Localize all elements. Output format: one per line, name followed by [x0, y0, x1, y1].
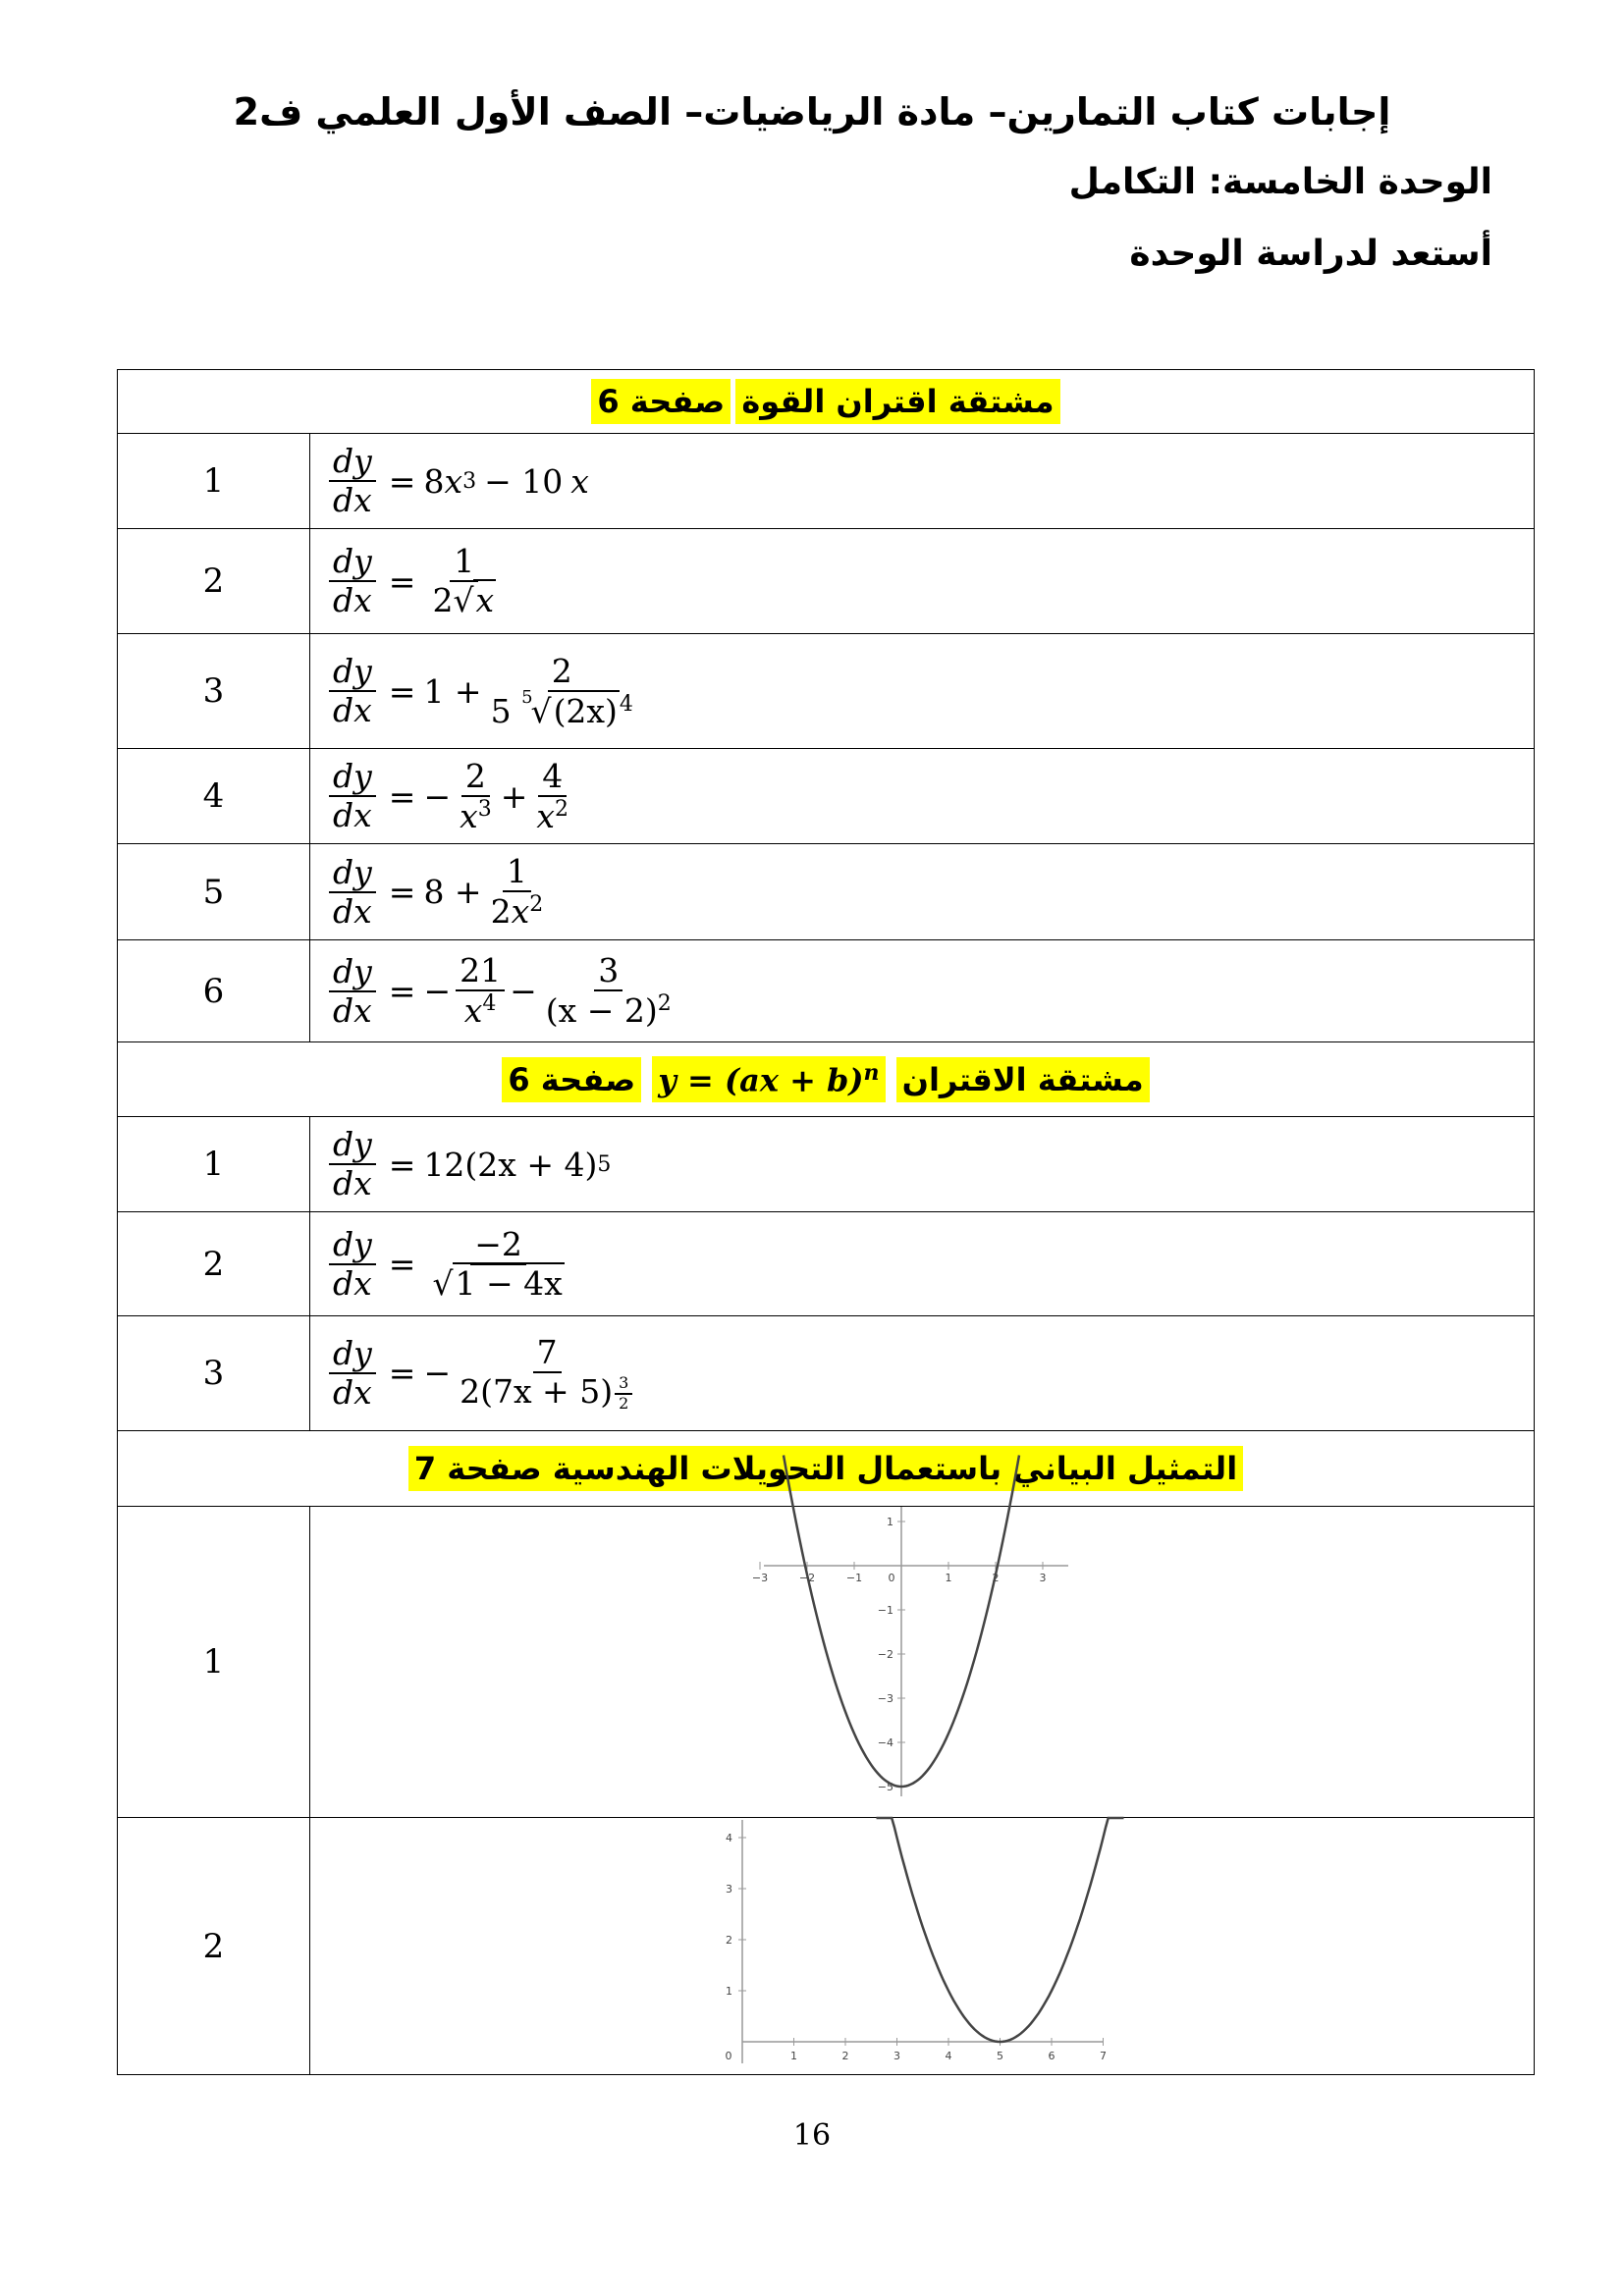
row-number: 2	[118, 1818, 310, 2075]
y-tick-label: −2	[877, 1648, 893, 1661]
page-number: 16	[792, 2118, 832, 2153]
row-number: 1	[118, 1117, 310, 1212]
answer-cell: $\frac{dy}{dx}$ = 8 + $\frac{1}{2x^2}$	[310, 844, 1535, 940]
graph-cell	[310, 1507, 1535, 1818]
parabola-graph-2	[705, 1818, 1108, 2071]
y-tick-label: 2	[726, 1934, 732, 1947]
answer-cell: $\frac{dy}{dx}$ = $\frac{-2}{√1 - 4x}$	[310, 1212, 1535, 1316]
parabola-curve	[877, 1818, 1124, 2042]
x-tick-label: −3	[751, 1572, 769, 1584]
answer-cell: $\frac{dy}{dx}$ = 1 + $\frac{2}{5 ^5√(2x)^4}$	[310, 634, 1535, 749]
answer-cell: $\frac{dy}{dx}$ = − $\frac{21}{x^4}$ − $\frac{3}{(x - 2)^2}$	[310, 940, 1535, 1042]
x-tick-label: 1	[945, 1572, 952, 1584]
section-header-chain	[118, 1042, 1535, 1117]
answer-cell: $\frac{dy}{dx}$ = − 7 2(7x + 5) $\frac{3}{2}$	[310, 1316, 1535, 1431]
section-title-text: مشتقة الاقتران	[896, 1057, 1150, 1102]
y-tick-label: −4	[877, 1736, 893, 1749]
section-title-text: التمثيل البياني باستعمال التحويلات الهندسية صفحة 7	[408, 1446, 1243, 1491]
answers-table	[117, 369, 1535, 2075]
x-tick-label: 2	[992, 1572, 1000, 1584]
y-tick-label: 4	[726, 1832, 732, 1844]
x-tick-label: −2	[798, 1572, 816, 1584]
unit-title: الوحدة الخامسة: التكامل	[1068, 162, 1492, 202]
row-number: 2	[118, 529, 310, 634]
section-page-ref: صفحة 6	[502, 1057, 641, 1102]
section-header-power	[118, 370, 1535, 434]
y-tick-label: 1	[887, 1516, 893, 1528]
page-title: إجابات كتاب التمارين– مادة الرياضيات– الصف الأول العلمي ف2	[233, 90, 1391, 133]
x-tick-label: 3	[893, 2050, 900, 2062]
row-number: 4	[118, 749, 310, 844]
x-tick-label: 0	[888, 1572, 895, 1584]
x-tick-label: 2	[841, 2050, 849, 2062]
x-tick-label: 0	[725, 2050, 732, 2062]
section-title: أستعد لدراسة الوحدة	[1129, 234, 1492, 274]
row-number: 5	[118, 844, 310, 940]
x-tick-label: 6	[1048, 2050, 1056, 2062]
y-tick-label: −1	[877, 1604, 893, 1617]
x-tick-label: 5	[997, 2050, 1003, 2062]
row-number: 1	[118, 434, 310, 529]
row-number: 2	[118, 1212, 310, 1316]
y-tick-label: −3	[877, 1692, 893, 1705]
section-header-graphs	[118, 1431, 1535, 1507]
x-tick-label: 4	[945, 2050, 952, 2062]
parabola-graph-1	[751, 1507, 1078, 1801]
x-tick-label: 1	[790, 2050, 797, 2062]
x-tick-label: −1	[845, 1572, 863, 1584]
section-title-text: مشتقة اقتران القوة	[735, 379, 1059, 424]
row-number: 3	[118, 634, 310, 749]
section-formula: y = (ax + b)$^n$	[652, 1056, 885, 1103]
answer-cell: $\frac{dy}{dx}$ = − $\frac{2}{x^3}$ + $\frac{4}{x^2}$	[310, 749, 1535, 844]
answer-cell: $\frac{dy}{dx}$ = 8 x 3 − 10 x	[310, 434, 1535, 529]
row-number: 6	[118, 940, 310, 1042]
section-page-ref: صفحة 6	[591, 379, 731, 424]
y-tick-label: −5	[877, 1781, 893, 1793]
row-number: 1	[118, 1507, 310, 1818]
answer-cell: $\frac{dy}{dx}$ = $\frac{1}{2√x}$	[310, 529, 1535, 634]
y-tick-label: 1	[726, 1985, 732, 1998]
graph-cell	[310, 1818, 1535, 2075]
answer-cell: $\frac{dy}{dx}$ = 12(2x + 4) 5	[310, 1117, 1535, 1212]
row-number: 3	[118, 1316, 310, 1431]
x-tick-label: 3	[1039, 1572, 1047, 1584]
x-tick-label: 7	[1100, 2050, 1107, 2062]
y-tick-label: 3	[726, 1883, 732, 1896]
